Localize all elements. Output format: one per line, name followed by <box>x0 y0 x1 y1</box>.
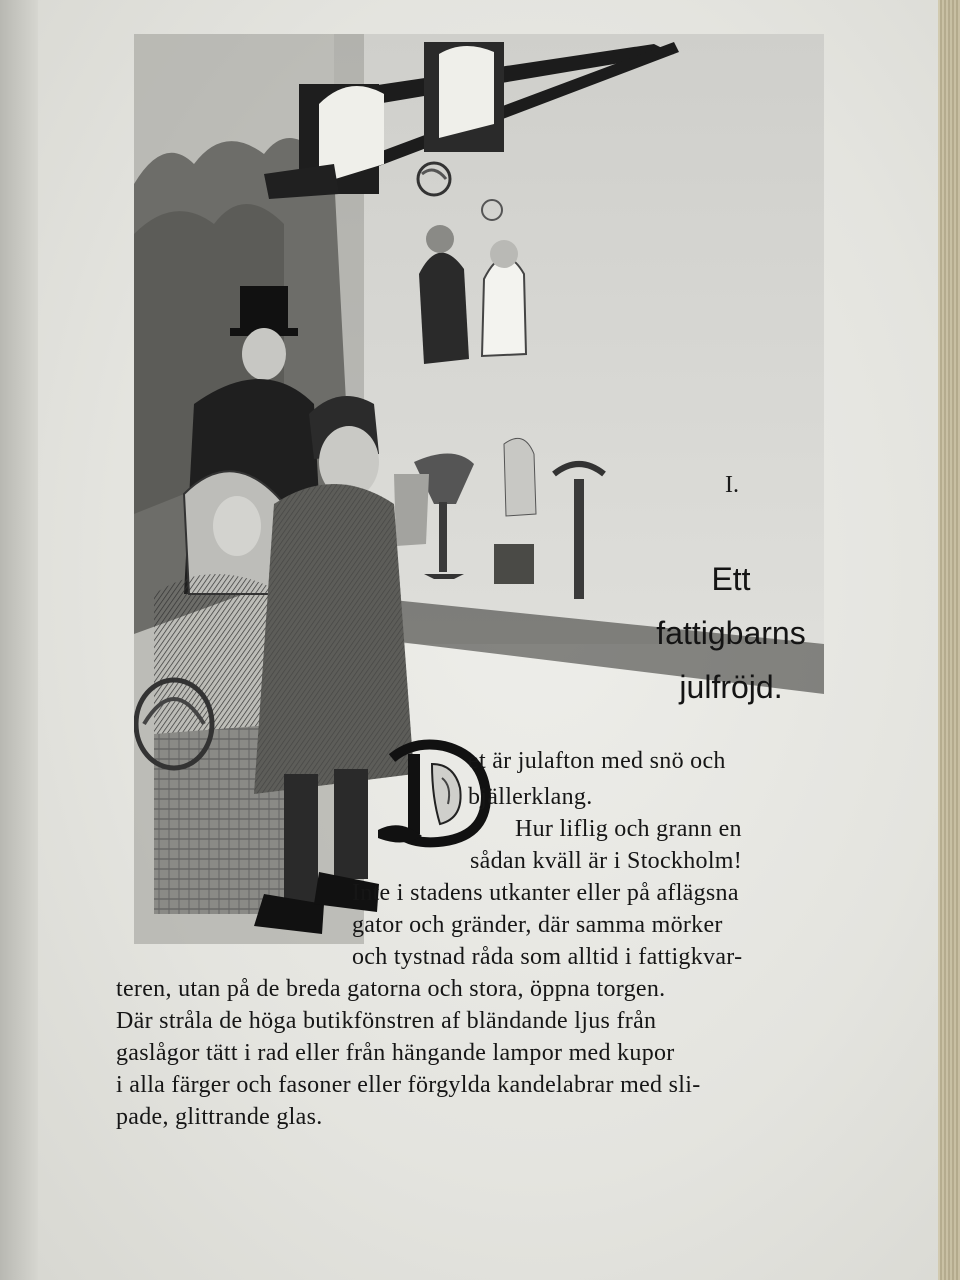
text-line: gator och gränder, där samma mörker <box>352 912 723 938</box>
text-line: teren, utan på de breda gatorna och stora, öppna torgen. <box>116 976 666 1002</box>
text-line: Där stråla de höga butikfönstren af bländande ljus från <box>116 1008 657 1034</box>
book-page <box>38 0 940 1280</box>
text-line: och tystnad råda som alltid i fattigkvar- <box>352 944 743 970</box>
chapter-title <box>626 552 836 714</box>
chapter-title-line: fattigbarns <box>656 615 806 651</box>
text-line: sådan kväll är i Stockholm! <box>470 848 743 874</box>
book-gutter <box>0 0 38 1280</box>
text-line: bjällerklang. <box>468 784 593 810</box>
text-line: i alla färger och fasoner eller förgylda kandelabrar med sli- <box>116 1072 701 1098</box>
book-fore-edge <box>938 0 960 1280</box>
chapter-number: I. <box>725 472 739 498</box>
text-line: gaslågor tätt i rad eller från hängande lampor med kupor <box>116 1040 675 1066</box>
chapter-title-line: julfröjd. <box>679 669 783 705</box>
text-line: et är julafton med snö och <box>468 748 726 774</box>
text-line: Inte i stadens utkanter eller på aflägsna <box>352 880 739 906</box>
chapter-title-line: Ett <box>711 561 751 597</box>
text-line: Hur liflig och grann en <box>515 816 742 842</box>
text-line: pade, glittrande glas. <box>116 1104 323 1130</box>
